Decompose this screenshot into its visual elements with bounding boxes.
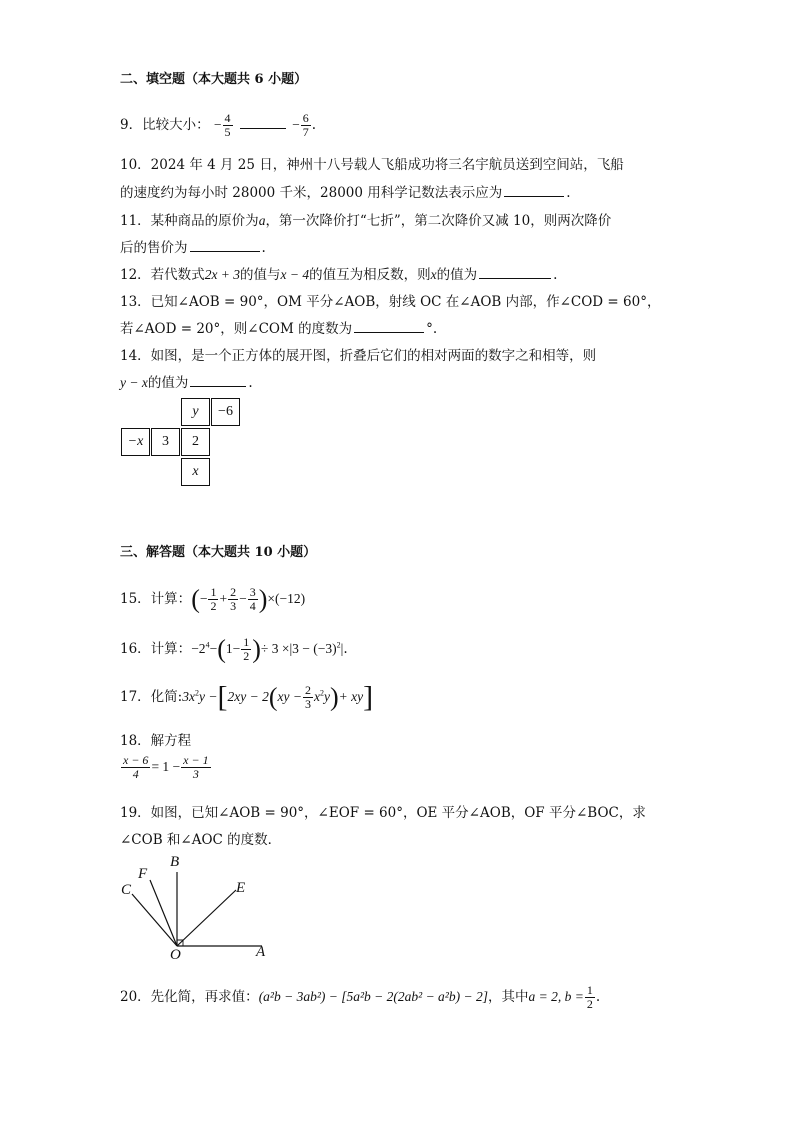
q18-title: 18．解方程 [120,733,192,749]
q9-fraction-2: $\frac{6}{7}$ [302,111,309,139]
answer-blank [190,374,246,387]
label-O: O [170,947,181,963]
answer-blank [240,116,286,129]
q10-line1: 10．2024 年 4 月 25 日，神州十八号载人飞船成功将三名宇航员送到空间站，飞船 [120,157,624,173]
question-12: 12．若代数式2x + 3的值与x − 4的值互为相反数，则x的值为 . [120,267,558,283]
net-cell-x: x [181,458,210,486]
net-cell-minus-x: −x [121,428,150,456]
angle-figure [110,850,280,970]
answer-blank [479,266,551,279]
answer-blank [354,320,424,333]
answer-blank [190,239,260,252]
q11-line2: 后的售价为 . [120,240,266,256]
q13-line2: 若∠AOD = 20°，则∠COM 的度数为 °. [120,321,438,337]
net-cell-minus6: −6 [211,398,240,426]
q9-fraction-1: $\frac{4}{5}$ [224,111,231,139]
q11-line1: 11．某种商品的原价为a，第一次降价打“七折”，第二次降价又减 10，则两次降价 [120,213,612,229]
net-cell-2: 2 [181,428,210,456]
q19-line1: 19．如图，已知∠AOB = 90°，∠EOF = 60°，OE 平分∠AOB，OF 平分∠BOC，求 [120,805,646,821]
section-title-solve: 三、解答题（本大题共 10 小题） [120,545,317,560]
label-F: F [138,866,148,882]
section-title-fill-in: 二、填空题（本大题共 6 小题） [120,72,308,87]
question-9: 9．比较大小： − $\frac{4}{5}$ − $\frac{6}{7}$ . [120,111,317,139]
question-15: 15．计算：(− $\frac{1}{2}$ + $\frac{2}{3}$ − $\frac{3}{4}$ )×(−12) [120,584,306,614]
answer-blank [504,184,564,197]
q9-prefix: 9．比较大小： [120,117,210,133]
ray-OF [150,880,177,946]
q18-equation: $\frac{x - 6}{4}$ = 1 − $\frac{x - 1}{3}$ [123,753,209,781]
ray-OC [132,894,177,946]
q19-line2: ∠COB 和∠AOC 的度数． [120,832,282,848]
question-16: 16．计算：$-2^4-(1-$ $\frac{1}{2}$ )÷ $3 \times|3 - (-3)^2|$. [120,634,348,664]
label-B: B [170,854,180,870]
label-A: A [256,944,266,960]
label-E: E [236,880,246,896]
net-cell-y: y [181,398,210,426]
q10-line2: 的速度约为每小时 28000 千米，28000 用科学记数法表示应为 . [120,185,571,201]
ray-OE [177,890,236,946]
q14-line2: y − x的值为 . [120,375,253,391]
question-17: 17．化简$:3x^2y -[2xy - 2(xy$ − $\frac{2}{3}$ $x^2y)+ xy$] [120,680,374,714]
net-cell-3: 3 [151,428,180,456]
q13-line1: 13．已知∠AOB = 90°，OM 平分∠AOB，射线 OC 在∠AOB 内部，作∠COD = 60°， [120,294,661,310]
question-20: 20．先化简，再求值：(a²b − 3ab²) − [5a²b − 2(2ab² − a²b) − 2]，其中a = 2, b = $\frac{1}{2}$ . [120,983,601,1011]
q14-line1: 14．如图，是一个正方体的展开图，折叠后它们的相对两面的数字之和相等，则 [120,348,597,364]
label-C: C [121,882,132,898]
